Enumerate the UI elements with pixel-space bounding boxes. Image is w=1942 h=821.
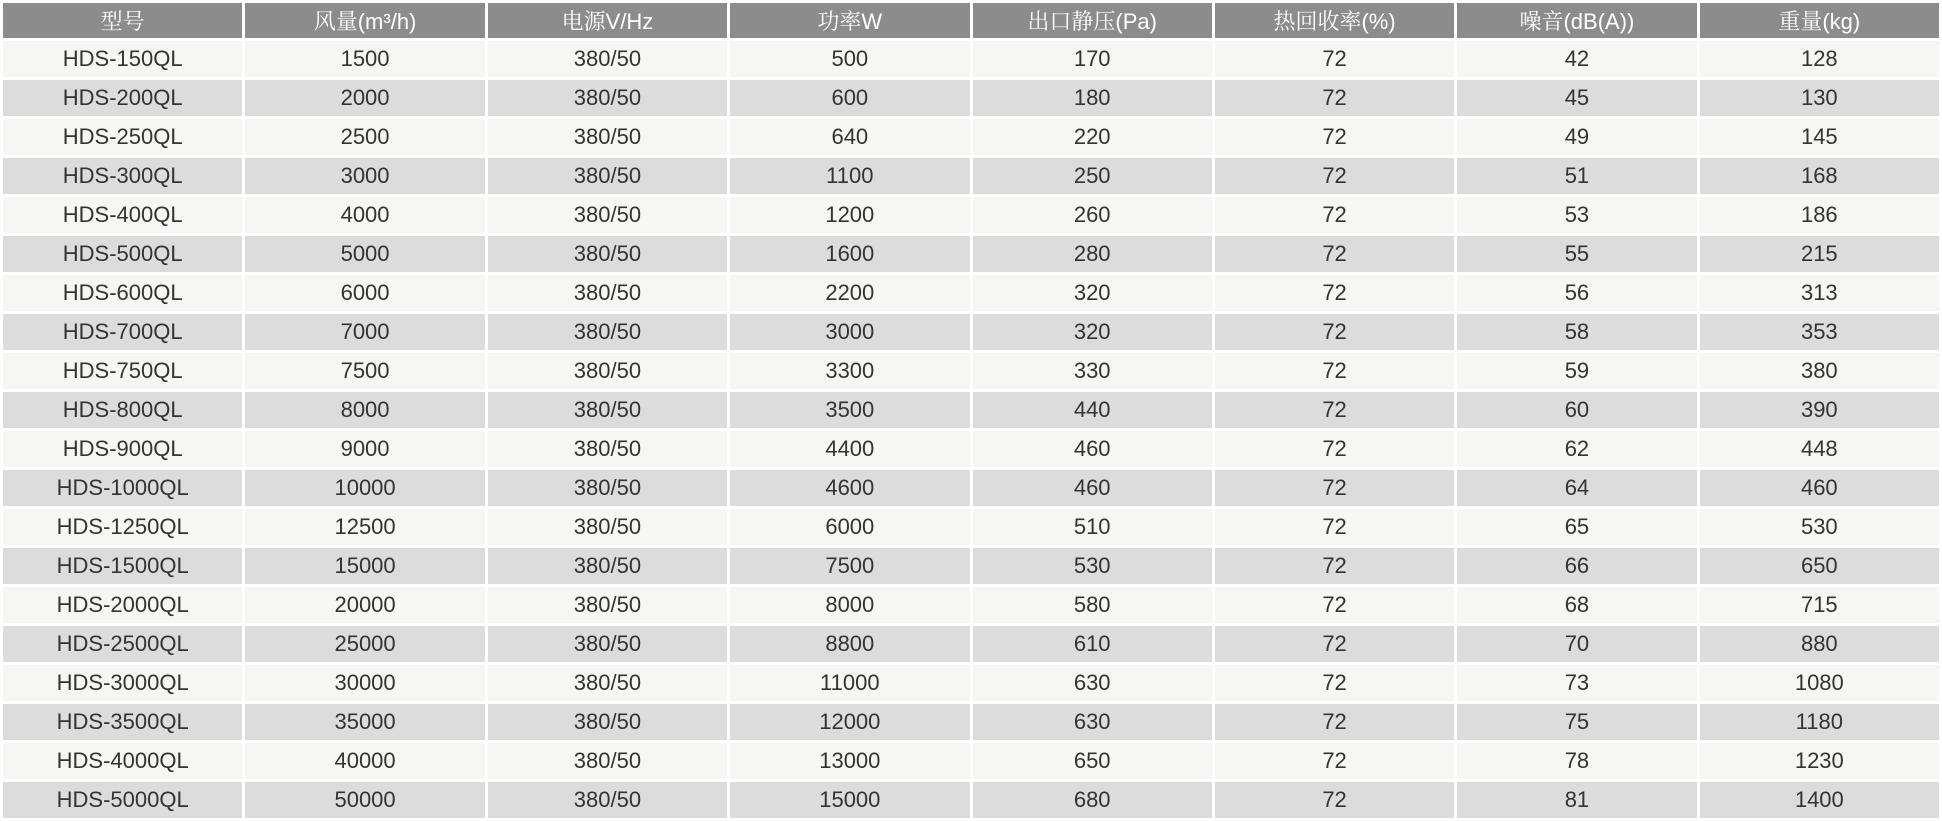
cell-static-pressure: 330 [973, 353, 1212, 389]
cell-static-pressure: 530 [973, 548, 1212, 584]
cell-power-supply: 380/50 [488, 587, 727, 623]
cell-model: HDS-600QL [3, 275, 242, 311]
cell-weight: 313 [1700, 275, 1939, 311]
cell-heat-recovery: 72 [1215, 704, 1454, 740]
cell-power-supply: 380/50 [488, 236, 727, 272]
cell-power: 1600 [730, 236, 969, 272]
cell-model: HDS-250QL [3, 119, 242, 155]
table-row [3, 665, 1939, 701]
header-power-supply: 电源V/Hz [488, 3, 727, 38]
cell-power-supply: 380/50 [488, 509, 727, 545]
cell-power: 3300 [730, 353, 969, 389]
cell-noise: 55 [1457, 236, 1696, 272]
cell-static-pressure: 580 [973, 587, 1212, 623]
cell-power: 2200 [730, 275, 969, 311]
cell-model: HDS-300QL [3, 158, 242, 194]
cell-power-supply: 380/50 [488, 275, 727, 311]
cell-model: HDS-500QL [3, 236, 242, 272]
cell-noise: 68 [1457, 587, 1696, 623]
cell-airflow: 3000 [245, 158, 484, 194]
cell-heat-recovery: 72 [1215, 743, 1454, 779]
cell-airflow: 5000 [245, 236, 484, 272]
cell-heat-recovery: 72 [1215, 80, 1454, 116]
cell-power-supply: 380/50 [488, 392, 727, 428]
cell-airflow: 7500 [245, 353, 484, 389]
cell-weight: 530 [1700, 509, 1939, 545]
cell-model: HDS-400QL [3, 197, 242, 233]
cell-airflow: 30000 [245, 665, 484, 701]
table-row [3, 119, 1939, 155]
header-power: 功率W [730, 3, 969, 38]
table-row [3, 548, 1939, 584]
cell-power-supply: 380/50 [488, 743, 727, 779]
cell-static-pressure: 650 [973, 743, 1212, 779]
cell-weight: 168 [1700, 158, 1939, 194]
cell-weight: 460 [1700, 470, 1939, 506]
table-row [3, 743, 1939, 779]
cell-power: 6000 [730, 509, 969, 545]
cell-power-supply: 380/50 [488, 41, 727, 77]
table-body [3, 41, 1939, 818]
table-row [3, 275, 1939, 311]
cell-power-supply: 380/50 [488, 314, 727, 350]
header-heat-recovery: 热回收率(%) [1215, 3, 1454, 38]
cell-static-pressure: 440 [973, 392, 1212, 428]
cell-static-pressure: 460 [973, 431, 1212, 467]
cell-noise: 45 [1457, 80, 1696, 116]
cell-heat-recovery: 72 [1215, 431, 1454, 467]
cell-power-supply: 380/50 [488, 626, 727, 662]
table-row [3, 197, 1939, 233]
cell-power-supply: 380/50 [488, 353, 727, 389]
header-model: 型号 [3, 3, 242, 38]
cell-heat-recovery: 72 [1215, 197, 1454, 233]
cell-model: HDS-3500QL [3, 704, 242, 740]
cell-heat-recovery: 72 [1215, 158, 1454, 194]
cell-airflow: 2500 [245, 119, 484, 155]
cell-heat-recovery: 72 [1215, 587, 1454, 623]
cell-power-supply: 380/50 [488, 470, 727, 506]
cell-power: 1200 [730, 197, 969, 233]
cell-model: HDS-150QL [3, 41, 242, 77]
cell-noise: 60 [1457, 392, 1696, 428]
cell-static-pressure: 250 [973, 158, 1212, 194]
cell-airflow: 15000 [245, 548, 484, 584]
cell-noise: 49 [1457, 119, 1696, 155]
table-row [3, 314, 1939, 350]
header-row [3, 3, 1939, 38]
cell-weight: 1230 [1700, 743, 1939, 779]
cell-static-pressure: 260 [973, 197, 1212, 233]
cell-airflow: 8000 [245, 392, 484, 428]
cell-power: 15000 [730, 782, 969, 818]
cell-model: HDS-1500QL [3, 548, 242, 584]
cell-noise: 59 [1457, 353, 1696, 389]
cell-model: HDS-700QL [3, 314, 242, 350]
cell-static-pressure: 320 [973, 314, 1212, 350]
cell-noise: 75 [1457, 704, 1696, 740]
cell-power-supply: 380/50 [488, 665, 727, 701]
cell-static-pressure: 630 [973, 665, 1212, 701]
cell-noise: 65 [1457, 509, 1696, 545]
cell-model: HDS-750QL [3, 353, 242, 389]
cell-weight: 448 [1700, 431, 1939, 467]
table-row [3, 704, 1939, 740]
cell-heat-recovery: 72 [1215, 470, 1454, 506]
table-row [3, 782, 1939, 818]
cell-weight: 215 [1700, 236, 1939, 272]
cell-power: 13000 [730, 743, 969, 779]
cell-model: HDS-800QL [3, 392, 242, 428]
cell-power-supply: 380/50 [488, 704, 727, 740]
cell-power-supply: 380/50 [488, 158, 727, 194]
cell-model: HDS-1000QL [3, 470, 242, 506]
cell-airflow: 9000 [245, 431, 484, 467]
cell-airflow: 12500 [245, 509, 484, 545]
cell-noise: 81 [1457, 782, 1696, 818]
cell-power-supply: 380/50 [488, 80, 727, 116]
cell-noise: 56 [1457, 275, 1696, 311]
cell-weight: 145 [1700, 119, 1939, 155]
cell-static-pressure: 680 [973, 782, 1212, 818]
cell-airflow: 6000 [245, 275, 484, 311]
table-row [3, 80, 1939, 116]
cell-model: HDS-3000QL [3, 665, 242, 701]
cell-airflow: 10000 [245, 470, 484, 506]
cell-power: 640 [730, 119, 969, 155]
cell-heat-recovery: 72 [1215, 509, 1454, 545]
cell-noise: 62 [1457, 431, 1696, 467]
cell-airflow: 2000 [245, 80, 484, 116]
cell-noise: 78 [1457, 743, 1696, 779]
cell-heat-recovery: 72 [1215, 626, 1454, 662]
cell-airflow: 20000 [245, 587, 484, 623]
table-header [3, 3, 1939, 38]
cell-power: 4600 [730, 470, 969, 506]
cell-power-supply: 380/50 [488, 782, 727, 818]
cell-airflow: 40000 [245, 743, 484, 779]
header-weight: 重量(kg) [1700, 3, 1939, 38]
cell-power: 3500 [730, 392, 969, 428]
cell-heat-recovery: 72 [1215, 782, 1454, 818]
cell-airflow: 1500 [245, 41, 484, 77]
cell-airflow: 7000 [245, 314, 484, 350]
cell-noise: 53 [1457, 197, 1696, 233]
header-noise: 噪音(dB(A)) [1457, 3, 1696, 38]
cell-airflow: 4000 [245, 197, 484, 233]
cell-noise: 70 [1457, 626, 1696, 662]
cell-model: HDS-5000QL [3, 782, 242, 818]
cell-noise: 51 [1457, 158, 1696, 194]
cell-noise: 58 [1457, 314, 1696, 350]
cell-heat-recovery: 72 [1215, 236, 1454, 272]
cell-weight: 1180 [1700, 704, 1939, 740]
cell-power: 8800 [730, 626, 969, 662]
cell-power-supply: 380/50 [488, 548, 727, 584]
cell-power-supply: 380/50 [488, 197, 727, 233]
table-row [3, 41, 1939, 77]
cell-model: HDS-2000QL [3, 587, 242, 623]
table-row [3, 158, 1939, 194]
cell-weight: 186 [1700, 197, 1939, 233]
cell-weight: 380 [1700, 353, 1939, 389]
cell-weight: 1400 [1700, 782, 1939, 818]
cell-weight: 715 [1700, 587, 1939, 623]
header-static-pressure: 出口静压(Pa) [973, 3, 1212, 38]
cell-model: HDS-4000QL [3, 743, 242, 779]
cell-noise: 66 [1457, 548, 1696, 584]
table-row [3, 392, 1939, 428]
cell-power: 7500 [730, 548, 969, 584]
table-row [3, 431, 1939, 467]
cell-weight: 650 [1700, 548, 1939, 584]
cell-heat-recovery: 72 [1215, 41, 1454, 77]
cell-power: 500 [730, 41, 969, 77]
cell-heat-recovery: 72 [1215, 665, 1454, 701]
cell-heat-recovery: 72 [1215, 119, 1454, 155]
cell-weight: 390 [1700, 392, 1939, 428]
cell-model: HDS-200QL [3, 80, 242, 116]
cell-power: 11000 [730, 665, 969, 701]
cell-static-pressure: 610 [973, 626, 1212, 662]
table-row [3, 509, 1939, 545]
table-row [3, 470, 1939, 506]
cell-noise: 64 [1457, 470, 1696, 506]
cell-noise: 73 [1457, 665, 1696, 701]
cell-power: 8000 [730, 587, 969, 623]
cell-static-pressure: 280 [973, 236, 1212, 272]
cell-static-pressure: 180 [973, 80, 1212, 116]
cell-weight: 1080 [1700, 665, 1939, 701]
cell-weight: 128 [1700, 41, 1939, 77]
table-row [3, 626, 1939, 662]
table-row [3, 587, 1939, 623]
cell-power-supply: 380/50 [488, 431, 727, 467]
cell-static-pressure: 460 [973, 470, 1212, 506]
cell-static-pressure: 220 [973, 119, 1212, 155]
cell-static-pressure: 510 [973, 509, 1212, 545]
cell-weight: 353 [1700, 314, 1939, 350]
table-row [3, 236, 1939, 272]
cell-power: 1100 [730, 158, 969, 194]
cell-airflow: 35000 [245, 704, 484, 740]
cell-power: 3000 [730, 314, 969, 350]
cell-weight: 130 [1700, 80, 1939, 116]
cell-heat-recovery: 72 [1215, 392, 1454, 428]
cell-static-pressure: 630 [973, 704, 1212, 740]
cell-weight: 880 [1700, 626, 1939, 662]
cell-power: 12000 [730, 704, 969, 740]
cell-model: HDS-2500QL [3, 626, 242, 662]
cell-static-pressure: 320 [973, 275, 1212, 311]
cell-power: 600 [730, 80, 969, 116]
cell-static-pressure: 170 [973, 41, 1212, 77]
cell-power-supply: 380/50 [488, 119, 727, 155]
cell-noise: 42 [1457, 41, 1696, 77]
cell-model: HDS-900QL [3, 431, 242, 467]
cell-heat-recovery: 72 [1215, 314, 1454, 350]
table-row [3, 353, 1939, 389]
cell-model: HDS-1250QL [3, 509, 242, 545]
cell-airflow: 50000 [245, 782, 484, 818]
cell-heat-recovery: 72 [1215, 275, 1454, 311]
cell-heat-recovery: 72 [1215, 548, 1454, 584]
cell-airflow: 25000 [245, 626, 484, 662]
cell-power: 4400 [730, 431, 969, 467]
header-airflow: 风量(m³/h) [245, 3, 484, 38]
cell-heat-recovery: 72 [1215, 353, 1454, 389]
